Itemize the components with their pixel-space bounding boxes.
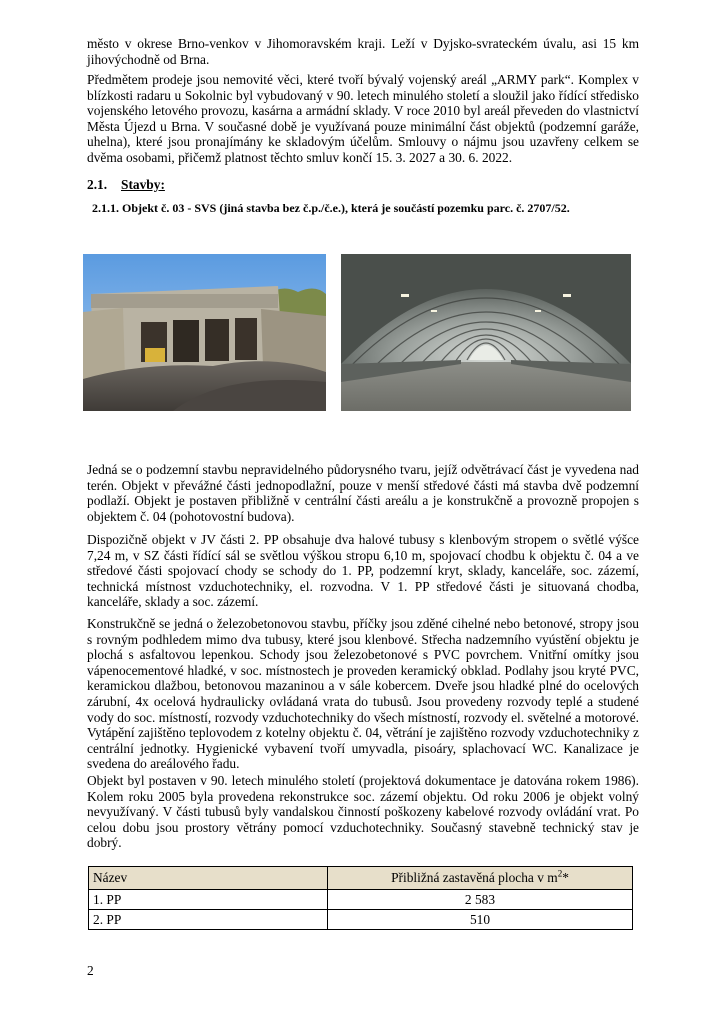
table-row bbox=[89, 910, 633, 930]
description-paragraph: Jedná se o podzemní stavbu nepravidelného půdorysného tvaru, jejíž odvětrávací část je vyvedena nad terén. Objekt v převážné části jednopodlažní, pouze v menší středové části má stavba dvě podzemní podlaží. Objekt je postaven přibližně v centrální části areálu a je konstrukčně a provozně propojen s objektem č. 04 (pohotovostní budova). bbox=[87, 462, 639, 524]
row-name: 1. PP bbox=[89, 890, 328, 910]
section-number: 2.1. bbox=[87, 177, 108, 192]
section-heading bbox=[87, 177, 165, 193]
page-number: 2 bbox=[87, 963, 94, 978]
interior-tube-photo bbox=[341, 254, 631, 411]
row-area: 510 bbox=[328, 910, 633, 930]
subsection-heading: 2.1.1. Objekt č. 03 - SVS (jiná stavba bez č.p./č.e.), která je součástí pozemku parc. č. 2707/52. bbox=[92, 201, 570, 215]
row-area: 2 583 bbox=[328, 890, 633, 910]
layout-paragraph: Dispozičně objekt v JV části 2. PP obsahuje dva halové tubusy s klenbovým stropem o světlé výšce 7,24 m, v SZ části řídící sál se světlou výškou stropu 6,10 m, spojovací chodbu k objektu č. 04 a ve středové části spojovací chody se schody do 1. PP, podzemní kryt, sklady, kanceláře, soc. zázemí, technická místnost vzduchotechniky, el. rozvodna. V 1. PP středové části je situovaná chodba, kanceláře, sklady a soc. zázemí. bbox=[87, 532, 639, 610]
history-paragraph: Objekt byl postaven v 90. letech minulého století (projektová dokumentace je datována rokem 1986). Kolem roku 2005 byla provedena rekonstrukce soc. zázemí objektu. Od roku 2006 je objekt volný nevyužívaný. V části tubusů byly vandalskou činností poškozeny kabelové rozvody ovládání vrat. Po celou dobu jsou prostory větrány pomocí vzduchotechniky. Současný stavebně technický stav je dobrý. bbox=[87, 773, 639, 851]
exterior-photo bbox=[83, 254, 326, 411]
header-area: Přibližná zastavěná plocha v $m^2*$ bbox=[328, 867, 633, 890]
row-name: 2. PP bbox=[89, 910, 328, 930]
sale-subject-paragraph: Předmětem prodeje jsou nemovité věci, které tvoří bývalý vojenský areál „ARMY park“. Komplex v blízkosti radaru u Sokolnic byl vybudovaný v 90. letech minulého století a sloužil jako řídící středisko vojenského letového provozu, kasárna a armádní sklady. V roce 2010 byl areál převeden do vlastnictví Města Újezd u Brna. V současné době je využívaná pouze minimální část objektů (podzemní garáže, uhelna), které jsou pronajímány ke skladovým účelům. Smlouvy o nájmu jsou uzavřeny celkem se dvěma osobami, přičemž platnost těchto smluv končí 15. 3. 2027 a 30. 6. 2022. bbox=[87, 72, 639, 165]
construction-paragraph: Konstrukčně se jedná o železobetonovou stavbu, příčky jsou zděné cihelné nebo betonové, stropy jsou s rovným podhledem mimo dva tubusy, které jsou klenbové. Střecha nadzemního vyústění objektu je plochá s asfaltovou lepenkou. Schody jsou železobetonové s PVC povrchem. Vnitřní omítky jsou vápenocementové hladké, v soc. místnostech je proveden keramický obklad. Podlahy jsou kryté PVC, keramickou dlažbou, betonovou mazaninou a v sále kobercem. Dveře jsou hladké plné do ocelových zárubní, 4x ocelová hydraulicky ovládaná vrata do tubusů. Jsou provedeny rozvody teplé a studené vody do soc. místností, rozvody vzduchotechniky do všech místností, rozvody el. světelné a motorové. Vytápění zajištěno teplovodem z kotelny objektu č. 04, větrání je zajištěno rozvody vzduchotechniky z centrální jednotky. Hygienické vybavení tvoří umyvadla, pisoáry, splachovací WC. Kanalizace je svedena do areálového řadu. bbox=[87, 616, 639, 772]
table-row bbox=[89, 890, 633, 910]
area-table bbox=[88, 866, 633, 930]
table-header-row bbox=[89, 867, 633, 890]
intro-paragraph: město v okrese Brno-venkov v Jihomoravském kraji. Leží v Dyjsko-svrateckém úvalu, asi 15 km jihovýchodně od Brna. bbox=[87, 36, 639, 67]
section-title: Stavby: bbox=[121, 177, 165, 192]
header-name: Název bbox=[89, 867, 328, 890]
